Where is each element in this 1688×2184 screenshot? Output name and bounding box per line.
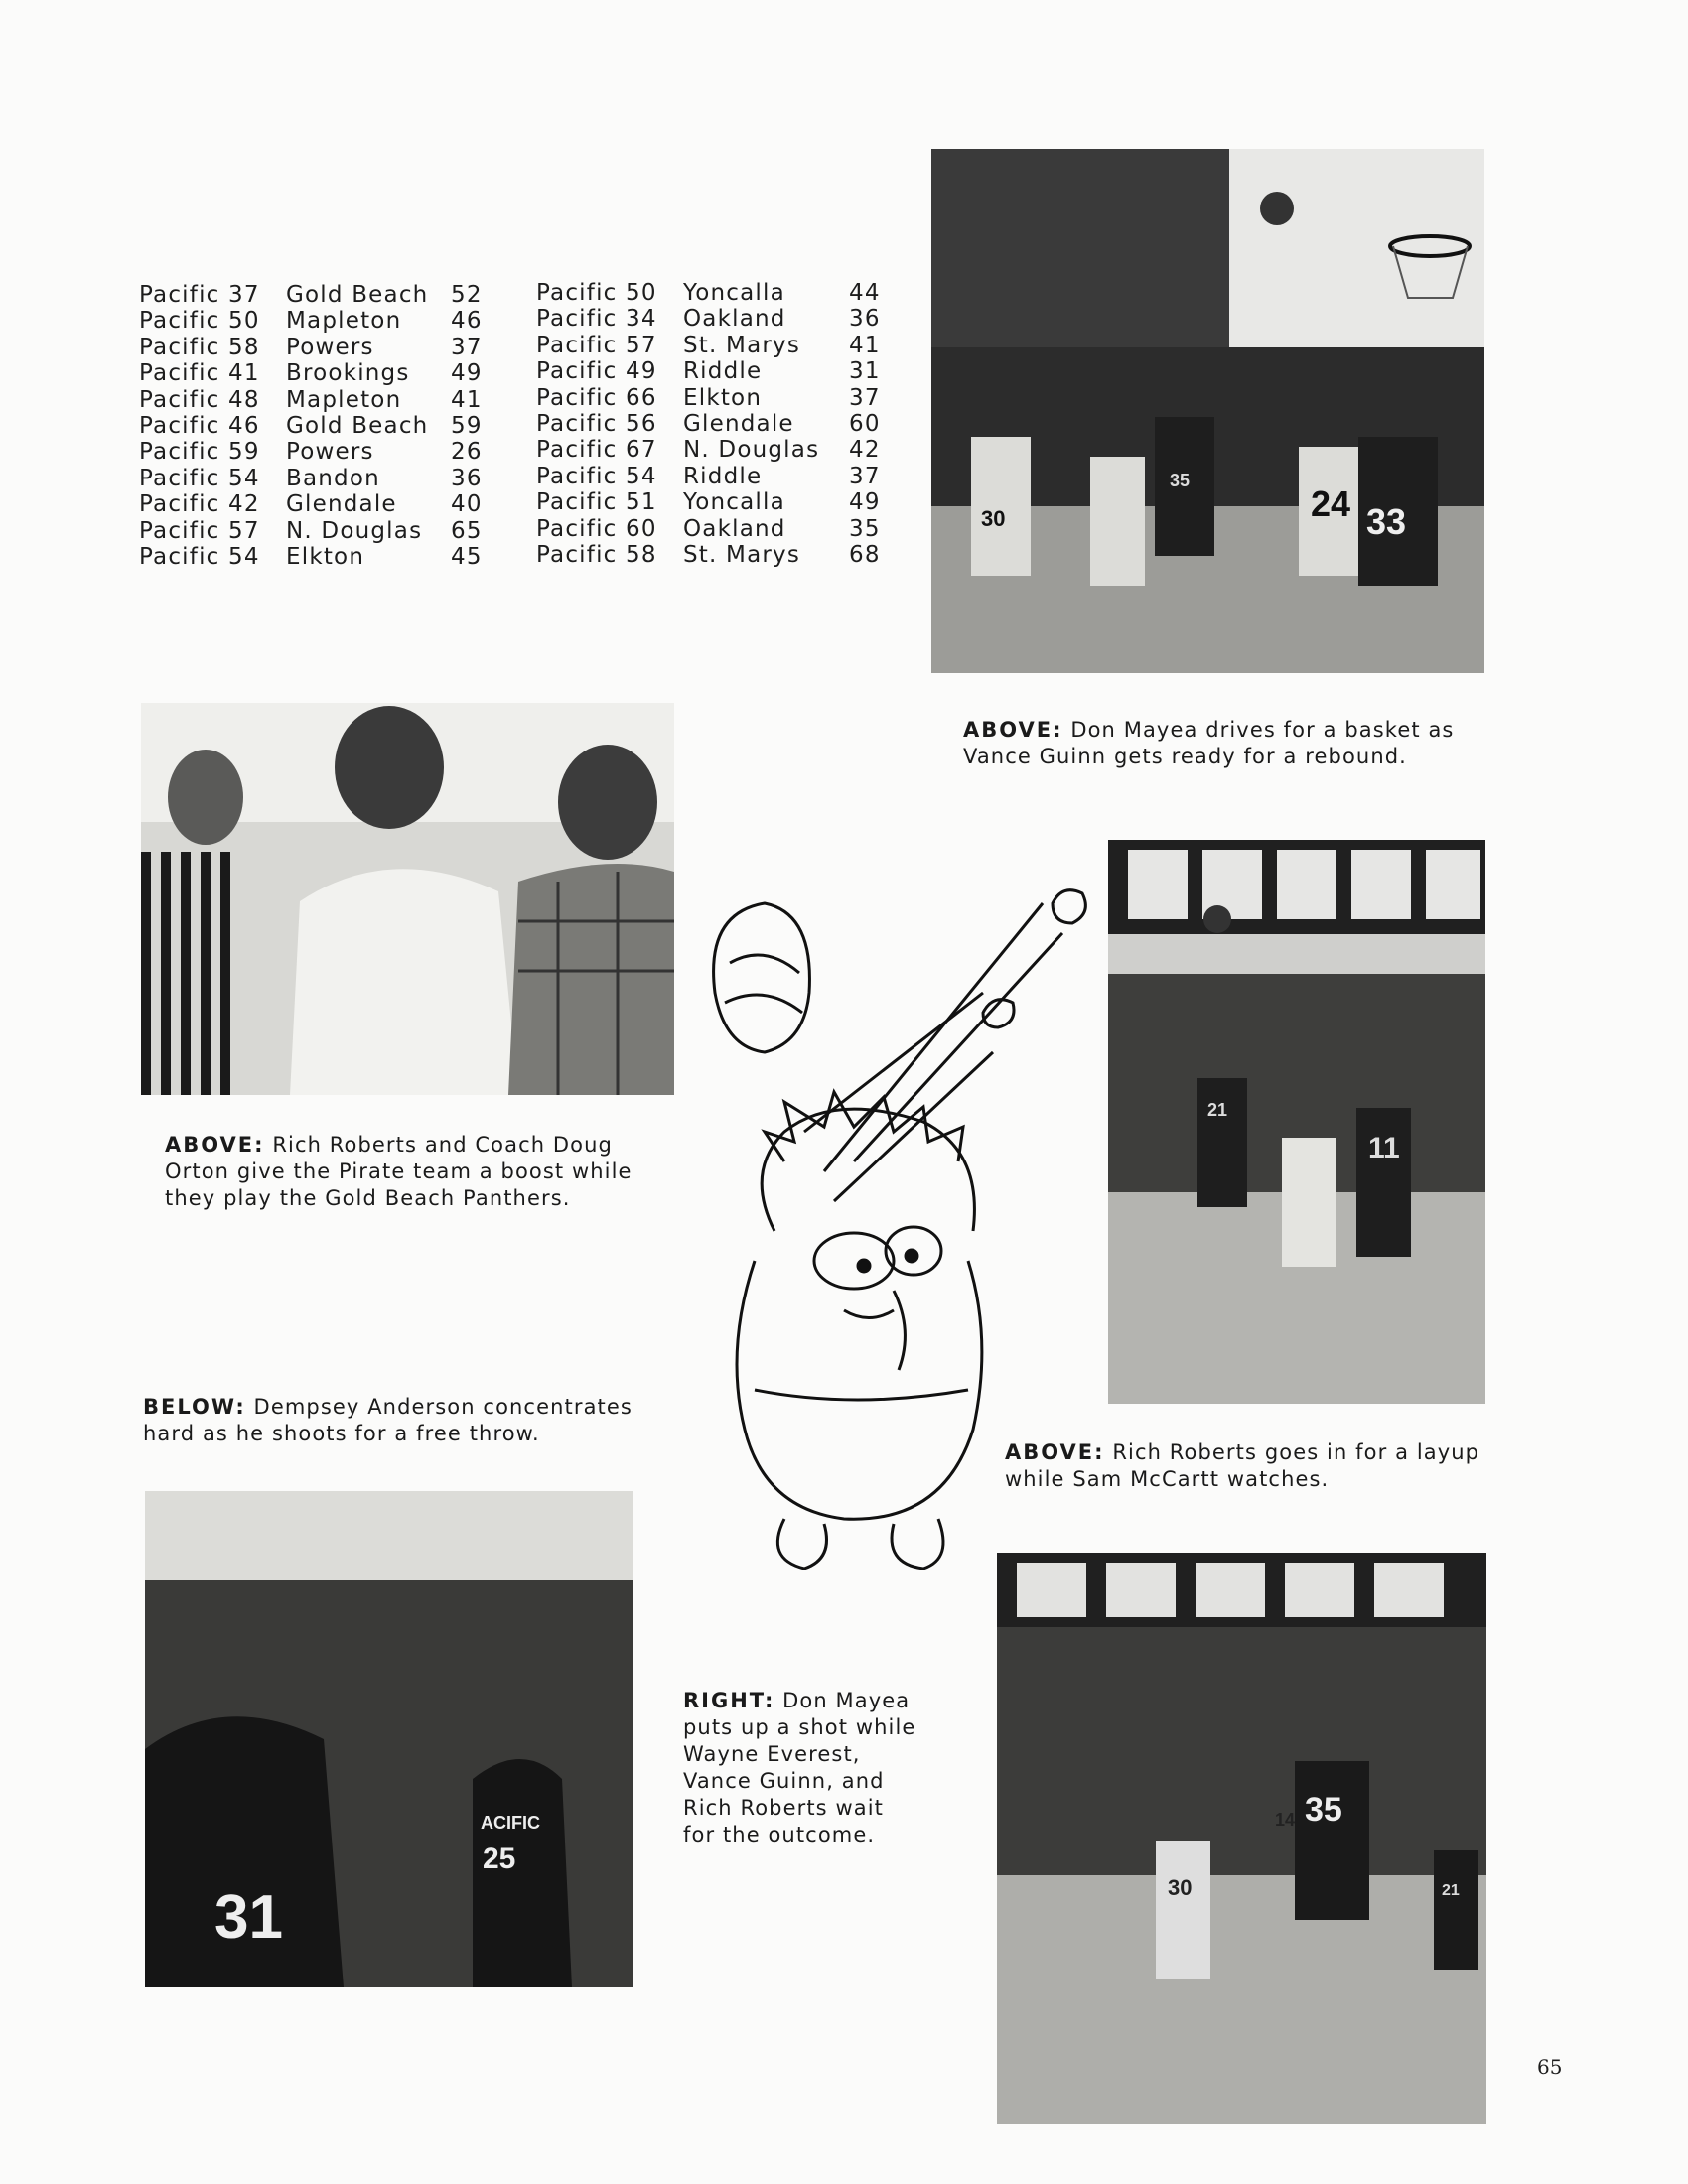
opponent-name: Brookings [286, 360, 410, 387]
opponent-name: Powers [286, 334, 374, 360]
opponent-name: N. Douglas [683, 437, 820, 464]
schedule-row [536, 333, 881, 358]
jersey-number: 14 [1275, 1810, 1296, 1830]
caption-basket-drive [963, 717, 1479, 770]
opponent-score: 44 [849, 280, 881, 306]
opponent-name: Gold Beach [286, 413, 429, 440]
schedule-row [536, 542, 881, 568]
opponent-name: Bandon [286, 465, 380, 491]
caption-text: Don Mayea drives for a basket as Vance Guinn gets ready for a rebound. [963, 718, 1455, 768]
opponent-name: N. Douglas [286, 517, 423, 544]
caption-label: ABOVE: [1005, 1440, 1105, 1464]
schedule-row [139, 518, 483, 544]
caption-coach-referee [165, 1132, 661, 1212]
opponent-score: 37 [849, 463, 881, 489]
caption-label: ABOVE: [165, 1133, 265, 1157]
jersey-number: 21 [1442, 1882, 1460, 1899]
schedule-row [536, 411, 881, 437]
pacific-score: Pacific 34 [536, 306, 657, 333]
photo-shot [997, 1553, 1486, 2124]
caption-label: BELOW: [143, 1395, 246, 1419]
schedule-right-column [536, 280, 881, 568]
opponent-name: Mapleton [286, 386, 402, 413]
schedule-row [139, 413, 483, 439]
pacific-score: Pacific 50 [536, 280, 657, 306]
opponent-name: Yoncalla [683, 489, 785, 516]
schedule-row [139, 282, 483, 308]
pacific-score: Pacific 54 [139, 544, 260, 571]
opponent-score: 68 [849, 542, 881, 569]
opponent-name: Oakland [683, 306, 786, 333]
pacific-score: Pacific 58 [139, 334, 260, 360]
pacific-score: Pacific 54 [139, 465, 260, 491]
caption-text: Don Mayea puts up a shot while Wayne Everest, Vance Guinn, and Rich Roberts wait for the outcome. [683, 1689, 916, 1846]
opponent-name: Elkton [683, 384, 763, 411]
page-number: 65 [1537, 2055, 1563, 2079]
opponent-name: Glendale [683, 411, 794, 438]
cartoon-mascot-illustration [685, 874, 1102, 1588]
pacific-score: Pacific 67 [536, 437, 657, 464]
schedule-row [139, 544, 483, 570]
opponent-score: 41 [849, 332, 881, 358]
jersey-number: 33 [1366, 501, 1407, 542]
opponent-score: 45 [451, 544, 483, 571]
jersey-number: 35 [1305, 1791, 1342, 1829]
pacific-score: Pacific 42 [139, 491, 260, 518]
opponent-score: 49 [849, 489, 881, 516]
caption-label: RIGHT: [683, 1689, 775, 1712]
pacific-score: Pacific 51 [536, 489, 657, 516]
photo-basket-drive [931, 149, 1484, 673]
opponent-name: Elkton [286, 544, 365, 571]
jersey-number: 35 [1170, 471, 1191, 490]
pacific-score: Pacific 58 [536, 542, 657, 569]
pacific-score: Pacific 57 [536, 332, 657, 358]
caption-text: Dempsey Anderson concentrates hard as he shoots for a free throw. [143, 1395, 633, 1445]
opponent-name: Oakland [683, 515, 786, 542]
opponent-name: Powers [286, 439, 374, 466]
pacific-score: Pacific 60 [536, 515, 657, 542]
schedule-row [536, 385, 881, 411]
opponent-score: 41 [451, 386, 483, 413]
schedule-left-column [139, 282, 483, 570]
pacific-score: Pacific 50 [139, 308, 260, 335]
pacific-score: Pacific 66 [536, 384, 657, 411]
schedule-row [139, 387, 483, 413]
opponent-score: 42 [849, 437, 881, 464]
pacific-score: Pacific 59 [139, 439, 260, 466]
schedule-row [536, 306, 881, 332]
jersey-number: 30 [1168, 1875, 1193, 1900]
opponent-name: Yoncalla [683, 280, 785, 306]
schedule-row [139, 335, 483, 360]
opponent-score: 60 [849, 411, 881, 438]
pacific-score: Pacific 57 [139, 517, 260, 544]
jersey-number: 25 [483, 1843, 516, 1875]
schedule-row [139, 360, 483, 386]
pacific-score: Pacific 46 [139, 413, 260, 440]
pacific-score: Pacific 49 [536, 358, 657, 385]
photo-layup [1108, 840, 1485, 1404]
opponent-score: 26 [451, 439, 483, 466]
jersey-number: 21 [1207, 1100, 1228, 1120]
schedule-row [536, 280, 881, 306]
caption-shot [683, 1688, 921, 1848]
schedule-row [139, 491, 483, 517]
opponent-name: Riddle [683, 358, 763, 385]
opponent-score: 35 [849, 515, 881, 542]
photo-coach-referee [141, 703, 674, 1095]
caption-label: ABOVE: [963, 718, 1063, 742]
photo-free-throw [145, 1491, 633, 1987]
opponent-name: St. Marys [683, 332, 801, 358]
pacific-score: Pacific 56 [536, 411, 657, 438]
opponent-name: Gold Beach [286, 282, 429, 308]
caption-free-throw [143, 1394, 649, 1447]
schedule-row [139, 466, 483, 491]
schedule-row [536, 516, 881, 542]
caption-text: Rich Roberts goes in for a layup while Sam McCartt watches. [1005, 1440, 1480, 1491]
schedule-row [536, 437, 881, 463]
jersey-number: 30 [981, 506, 1006, 531]
opponent-score: 31 [849, 358, 881, 385]
opponent-score: 65 [451, 517, 483, 544]
opponent-score: 46 [451, 308, 483, 335]
schedule-row [139, 308, 483, 334]
opponent-score: 49 [451, 360, 483, 387]
pacific-score: Pacific 54 [536, 463, 657, 489]
opponent-name: Riddle [683, 463, 763, 489]
schedule-row [536, 464, 881, 489]
opponent-name: Mapleton [286, 308, 402, 335]
pacific-score: Pacific 48 [139, 386, 260, 413]
schedule-row [536, 489, 881, 515]
opponent-score: 36 [849, 306, 881, 333]
jersey-number: 24 [1311, 483, 1351, 524]
opponent-score: 36 [451, 465, 483, 491]
schedule-row [139, 439, 483, 465]
schedule-row [536, 358, 881, 384]
pacific-score: Pacific 41 [139, 360, 260, 387]
opponent-score: 37 [849, 384, 881, 411]
opponent-score: 59 [451, 413, 483, 440]
opponent-name: St. Marys [683, 542, 801, 569]
opponent-score: 52 [451, 282, 483, 308]
opponent-name: Glendale [286, 491, 397, 518]
jersey-lettering: ACIFIC [481, 1813, 540, 1833]
jersey-number: 31 [214, 1883, 283, 1952]
pacific-score: Pacific 37 [139, 282, 260, 308]
jersey-number: 11 [1368, 1132, 1400, 1164]
opponent-score: 40 [451, 491, 483, 518]
caption-text: Rich Roberts and Coach Doug Orton give the Pirate team a boost while they play the Gold Beach Panthers. [165, 1133, 633, 1210]
opponent-score: 37 [451, 334, 483, 360]
